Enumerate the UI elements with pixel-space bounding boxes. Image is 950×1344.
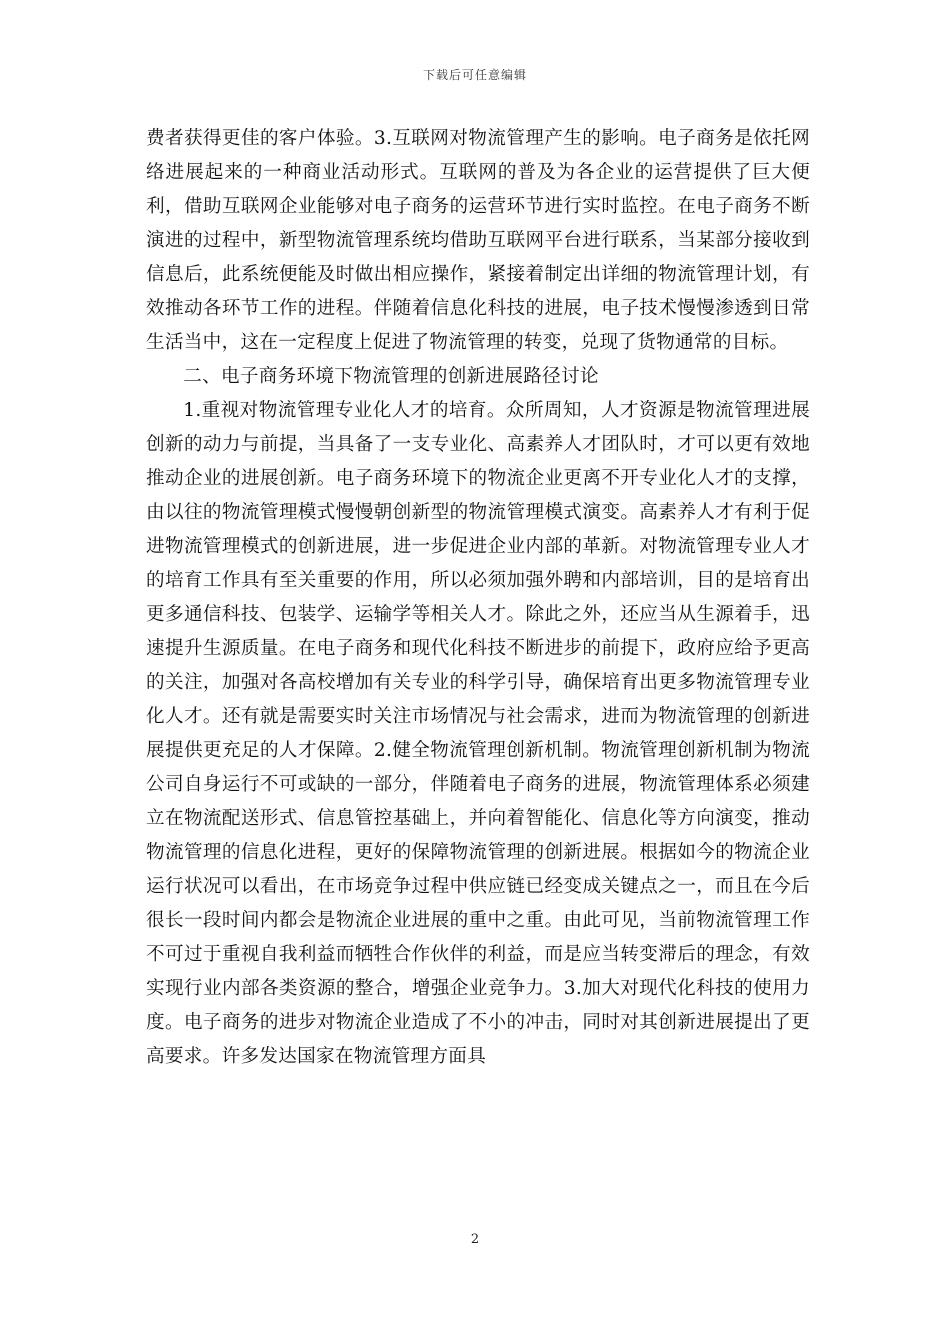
page-number: 2 <box>470 1232 480 1247</box>
body-paragraph: 1.重视对物流管理专业化人才的培育。众所周知，人才资源是物流管理进展创新的动力与前提，当具备了一支专业化、高素养人才团队时，才可以更有效地推动企业的进展创新。电子商务环境下的物流企业更离不开专业化人才的支撑，由以往的物流管理模式慢慢朝创新型的物流管理模式演变。高素养人才有利于促进物流管理模式的创新进展，进一步促进企业内部的革新。对物流管理专业人才的培育工作具有至关重要的作用，所以必须加强外聘和内部培训，目的是培育出更多通信科技、包装学、运输学等相关人才。除此之外，还应当从生源着手，迅速提升生源质量。在电子商务和现代化科技不断进步的前提下，政府应给予更高的关注，加强对各高校增加有关专业的科学引导，确保培育出更多物流管理专业化人才。还有就是需要实时关注市场情况与社会需求，进而为物流管理的创新进展提供更充足的人才保障。2.健全物流管理创新机制。物流管理创新机制为物流公司自身运行不可或缺的一部分，伴随着电子商务的进展，物流管理体系必须建立在物流配送形式、信息管控基础上，并向着智能化、信息化等方向演变，推动物流管理的信息化进程，更好的保障物流管理的创新进展。根据如今的物流企业运行状况可以看出，在市场竞争过程中供应链已经变成关键点之一，而且在今后很长一段时间内都会是物流企业进展的重中之重。由此可见，当前物流管理工作不可过于重视自我利益而牺牲合作伙伴的利益，而是应当转变滞后的理念，有效实现行业内部各类资源的整合，增强企业竞争力。3.加大对现代化科技的使用力度。电子商务的进步对物流企业造成了不小的冲击，同时对其创新进展提出了更高要求。许多发达国家在物流管理方面具 <box>146 400 810 1067</box>
body-paragraph-continuation: 费者获得更佳的客户体验。3.互联网对物流管理产生的影响。电子商务是依托网络进展起来的一种商业活动形式。互联网的普及为各企业的运营提供了巨大便利，借助互联网企业能够对电子商务的运营环节进行实时监控。在电子商务不断演进的过程中，新型物流管理系统均借助互联网平台进行联系，当某部分接收到信息后，此系统便能及时做出相应操作，紧接着制定出详细的物流管理计划，有效推动各环节工作的进程。伴随着信息化科技的进展，电子技术慢慢渗透到日常生活当中，这在一定程度上促进了物流管理的转变，兑现了货物通常的目标。 <box>146 128 810 353</box>
page-header: 下载后可任意编辑 <box>422 68 527 82</box>
section-heading: 二、电子商务环境下物流管理的创新进展路径讨论 <box>183 366 599 387</box>
document-body <box>146 122 810 1074</box>
